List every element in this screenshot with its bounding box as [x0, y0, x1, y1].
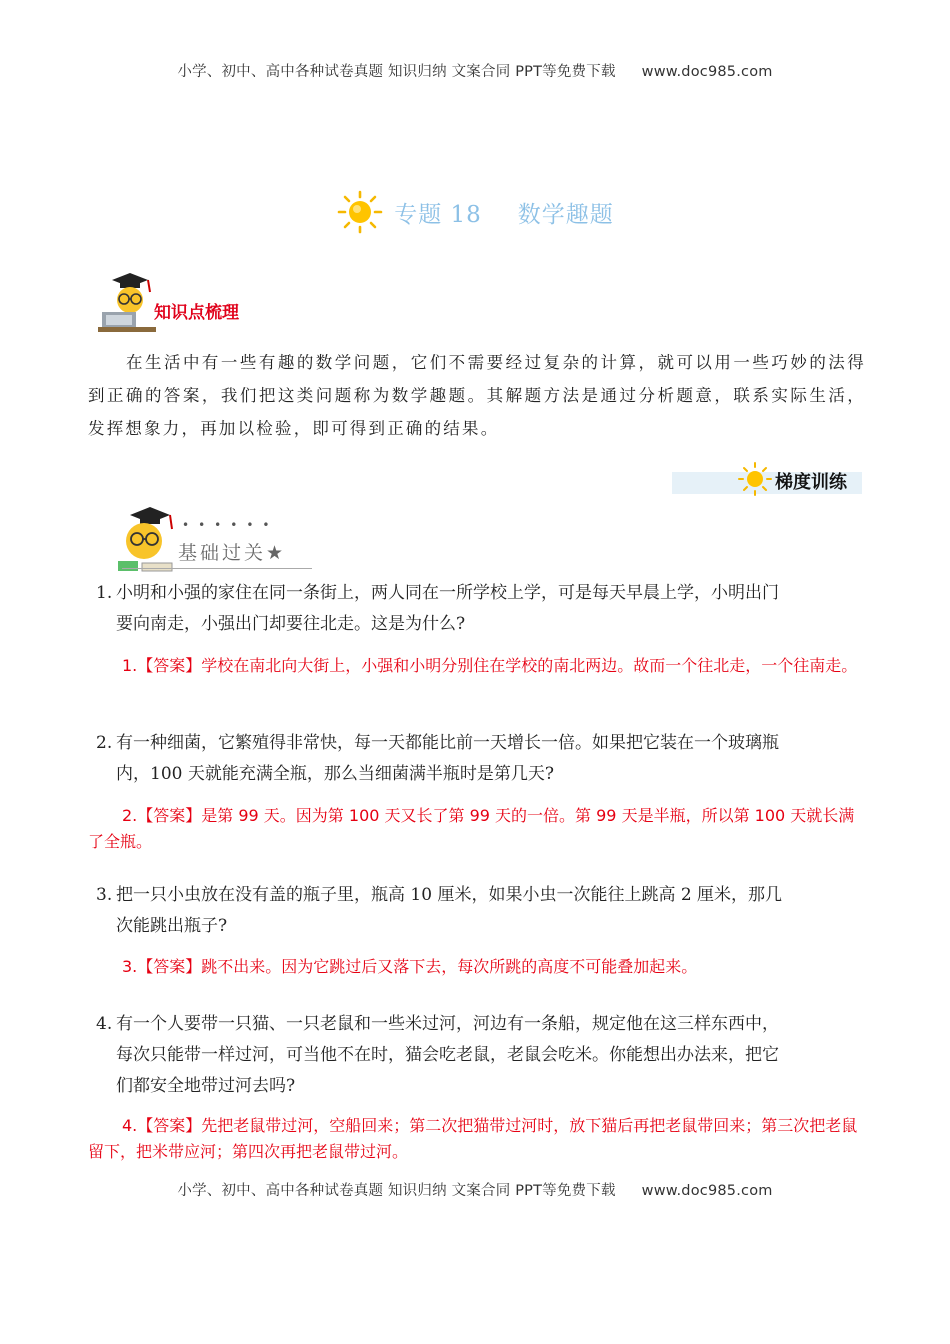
- title-part2: 数学趣题: [517, 201, 614, 228]
- footer-text: 小学、初中、高中各种试卷真题 知识归纳 文案合同 PPT等免费下载: [177, 1183, 616, 1199]
- question-text: 小明和小强的家住在同一条街上，两人同在一所学校上学，可是每天早晨上学，小明出门: [116, 583, 779, 603]
- page-footer: [0, 1179, 950, 1200]
- header-text: 小学、初中、高中各种试卷真题 知识归纳 文案合同 PPT等免费下载: [177, 64, 616, 80]
- basic-level-heading: [178, 538, 286, 565]
- question-text-cont: 次能跳出瓶子?: [116, 916, 228, 936]
- answer-3: 3.【答案】跳不出来。因为它跳过后又落下去，每次所跳的高度不可能叠加起来。: [122, 957, 698, 976]
- question-number: 1.: [96, 583, 113, 603]
- training-label: 梯度训练: [775, 472, 847, 493]
- basic-label: 基础过关: [178, 542, 267, 564]
- question-number: 3.: [96, 885, 113, 905]
- title-part1: 专题 18: [394, 201, 482, 228]
- intro-paragraph: 在生活中有一些有趣的数学问题，它们不需要经过复杂的计算，就可以用一些巧妙的法得到正确的答案，我们把这类问题称为数学趣题。其解题方法是通过分析题意，联系实际生活，发挥想象力，再加以检验，即可得到正确的结果。: [88, 353, 866, 438]
- sun-icon: [336, 190, 384, 234]
- question-text-cont: 每次只能带一样过河，可当他不在时，猫会吃老鼠，老鼠会吃米。你能想出办法来，把它: [116, 1045, 779, 1065]
- answer-1: 1.【答案】学校在南北向大街上，小强和小明分别住在学校的南北两边。故而一个往北走，一个往南走。: [122, 656, 858, 675]
- question-text: 把一只小虫放在没有盖的瓶子里，瓶高 10 厘米，如果小虫一次能往上跳高 2 厘米，那几: [116, 885, 783, 905]
- footer-url[interactable]: www.doc985.com: [641, 1183, 773, 1199]
- sun-icon: [738, 462, 772, 496]
- question-text: 有一个人要带一只猫、一只老鼠和一些米过河，河边有一条船，规定他在这三样东西中，: [116, 1014, 779, 1034]
- question-number: 4.: [96, 1014, 113, 1034]
- question-text: 有一种细菌，它繁殖得非常快，每一天都能比前一天增长一倍。如果把它装在一个玻璃瓶: [116, 733, 779, 753]
- page-header: [0, 60, 950, 81]
- question-1: [96, 578, 866, 640]
- basic-underline: [122, 568, 312, 569]
- scholar-computer-icon: [98, 270, 156, 332]
- knowledge-label: 知识点梳理: [154, 303, 239, 323]
- question-2: [96, 728, 866, 790]
- question-number: 2.: [96, 733, 113, 753]
- answer-2: 2.【答案】是第 99 天。因为第 100 天又长了第 99 天的一倍。第 99 天是半瓶，所以第 100 天就长满了全瓶。: [88, 806, 855, 851]
- question-4: [96, 1009, 866, 1102]
- scholar-reading-icon: [112, 505, 178, 575]
- question-3: [96, 880, 866, 942]
- basic-dots: ••••••: [182, 518, 279, 532]
- header-url[interactable]: www.doc985.com: [641, 64, 773, 80]
- question-text-cont: 要向南走，小强出门却要往北走。这是为什么?: [116, 614, 466, 634]
- question-text-cont: 内，100 天就能充满全瓶，那么当细菌满半瓶时是第几天?: [116, 764, 554, 784]
- question-text-cont: 们都安全地带过河去吗?: [116, 1076, 296, 1096]
- star-icon: ★: [266, 542, 287, 564]
- title-block: [0, 190, 950, 238]
- answer-4: 4.【答案】先把老鼠带过河，空船回来；第二次把猫带过河时，放下猫后再把老鼠带回来；第三次把老鼠留下，把米带应河；第四次再把老鼠带过河。: [88, 1116, 858, 1161]
